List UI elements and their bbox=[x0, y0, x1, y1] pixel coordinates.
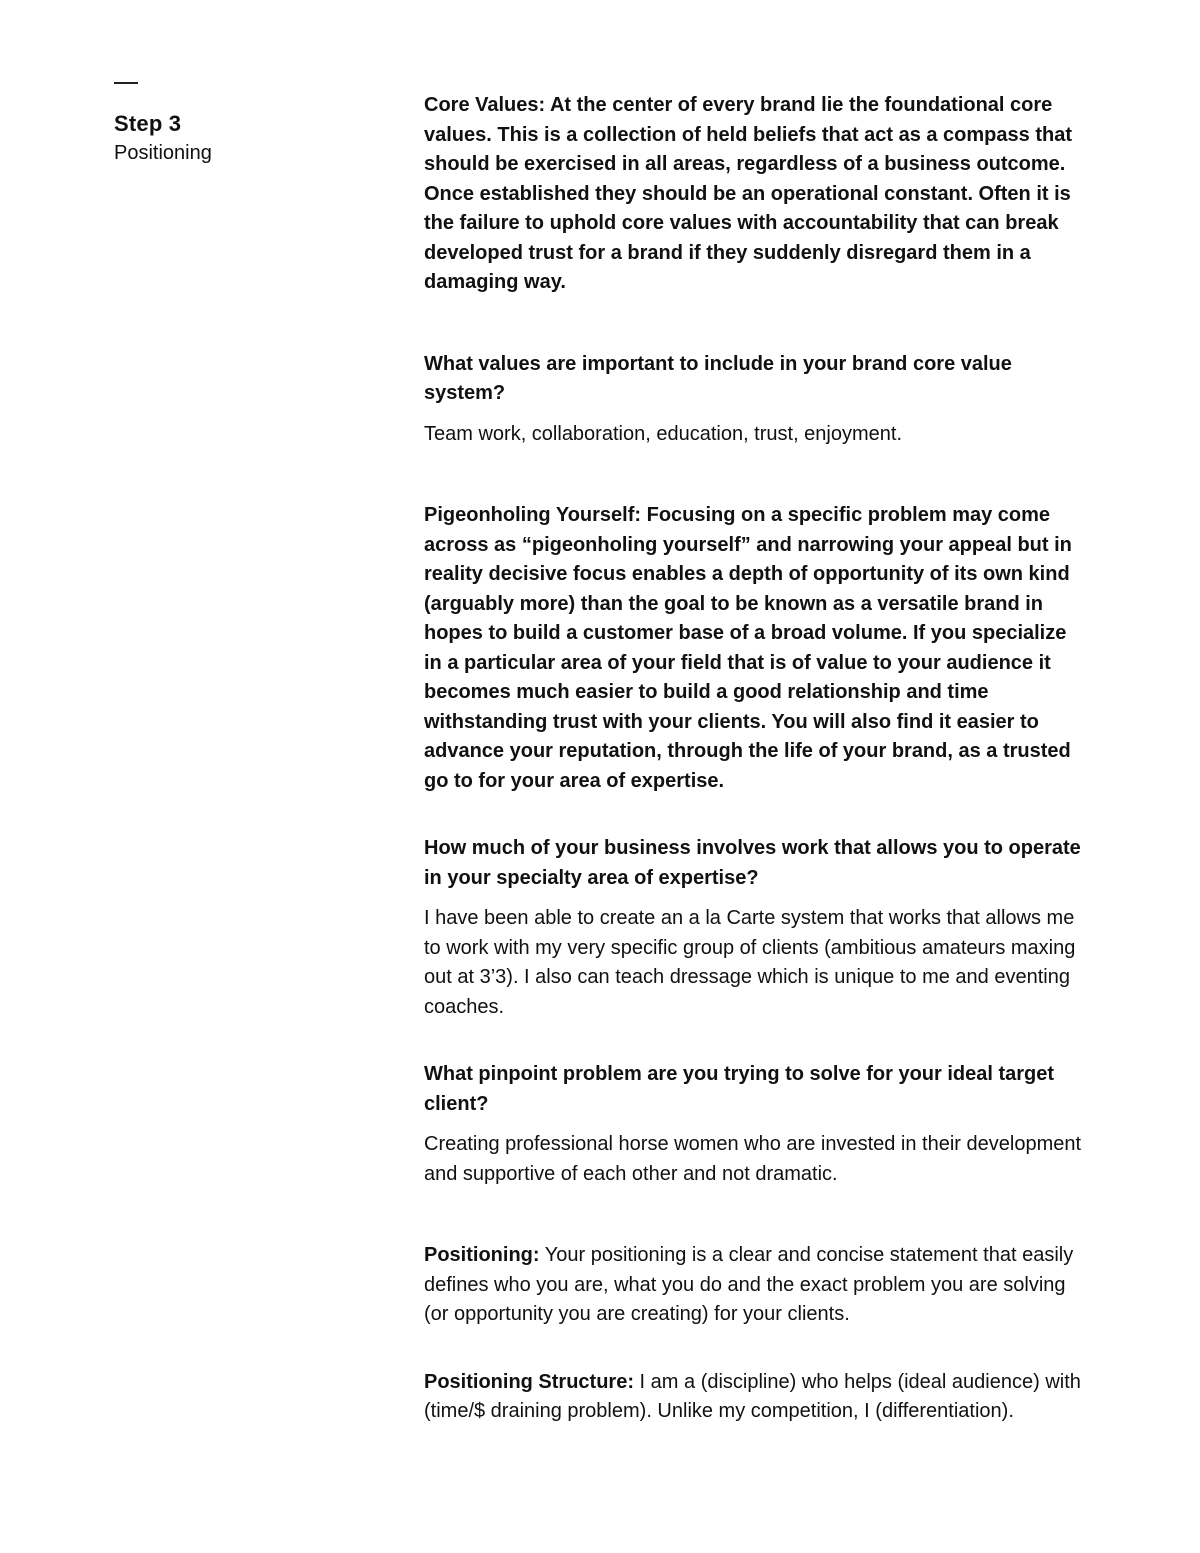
positioning-text: Your positioning is a clear and concise statement that easily defines who you are, what you do and the exact problem you are solving (or opportunity you are creating) for your clients. bbox=[424, 1244, 1074, 1325]
pigeonholing-paragraph: Pigeonholing Yourself: Focusing on a specific problem may come across as “pigeonholing yourself” and narrowing your appeal but in reality decisive focus enables a depth of opportunity of its own kind (arguably more) than the goal to be known as a versatile brand in hopes to build a customer base of a broad volume. If you specialize in a particular area of your field that is of value to your audience it becomes much easier to build a good relationship and time withstanding trust with your clients. You will also find it easier to advance your reputation, through the life of your brand, as a trusted go to for your area of expertise. bbox=[424, 504, 1072, 792]
section-divider-dash bbox=[114, 82, 138, 84]
answer-pinpoint-problem: Creating professional horse women who are invested in their development and supportive of each other and not dramatic. bbox=[424, 1133, 1082, 1185]
main-content bbox=[424, 91, 1089, 1427]
step-title: Step 3 bbox=[114, 111, 182, 136]
question-specialty: How much of your business involves work that allows you to operate in your specialty area of expertise? bbox=[424, 837, 1081, 889]
core-values-paragraph: Core Values: At the center of every brand lie the foundational core values. This is a collection of held beliefs that act as a compass that should be exercised in all areas, regardless of a business outcome. Once established they should be an operational constant. Often it is the failure to uphold core values with accountability that can break developed trust for a brand if they suddenly disregard them in a damaging way. bbox=[424, 94, 1072, 293]
positioning-structure-label: Positioning Structure: bbox=[424, 1370, 634, 1393]
positioning-structure-paragraph bbox=[424, 1368, 1089, 1427]
positioning-structure-text: I am a (discipline) who helps (ideal audience) with (time/$ draining problem). Unlike my competition, I (differentiation). bbox=[424, 1370, 1081, 1422]
positioning-paragraph bbox=[424, 1241, 1089, 1330]
step-subtitle: Positioning bbox=[114, 142, 212, 164]
positioning-label: Positioning: bbox=[424, 1244, 540, 1266]
question-core-values: What values are important to include in your brand core value system? bbox=[424, 352, 1012, 404]
question-pinpoint-problem: What pinpoint problem are you trying to solve for your ideal target client? bbox=[424, 1063, 1055, 1115]
sidebar bbox=[114, 82, 354, 168]
answer-core-values: Team work, collaboration, education, trust, enjoyment. bbox=[424, 422, 903, 445]
answer-specialty: I have been able to create an a la Carte system that works that allows me to work with my very specific group of clients (ambitious amateurs maxing out at 3’3). I also can teach dressage which is unique to me and eventing coaches. bbox=[424, 907, 1076, 1018]
